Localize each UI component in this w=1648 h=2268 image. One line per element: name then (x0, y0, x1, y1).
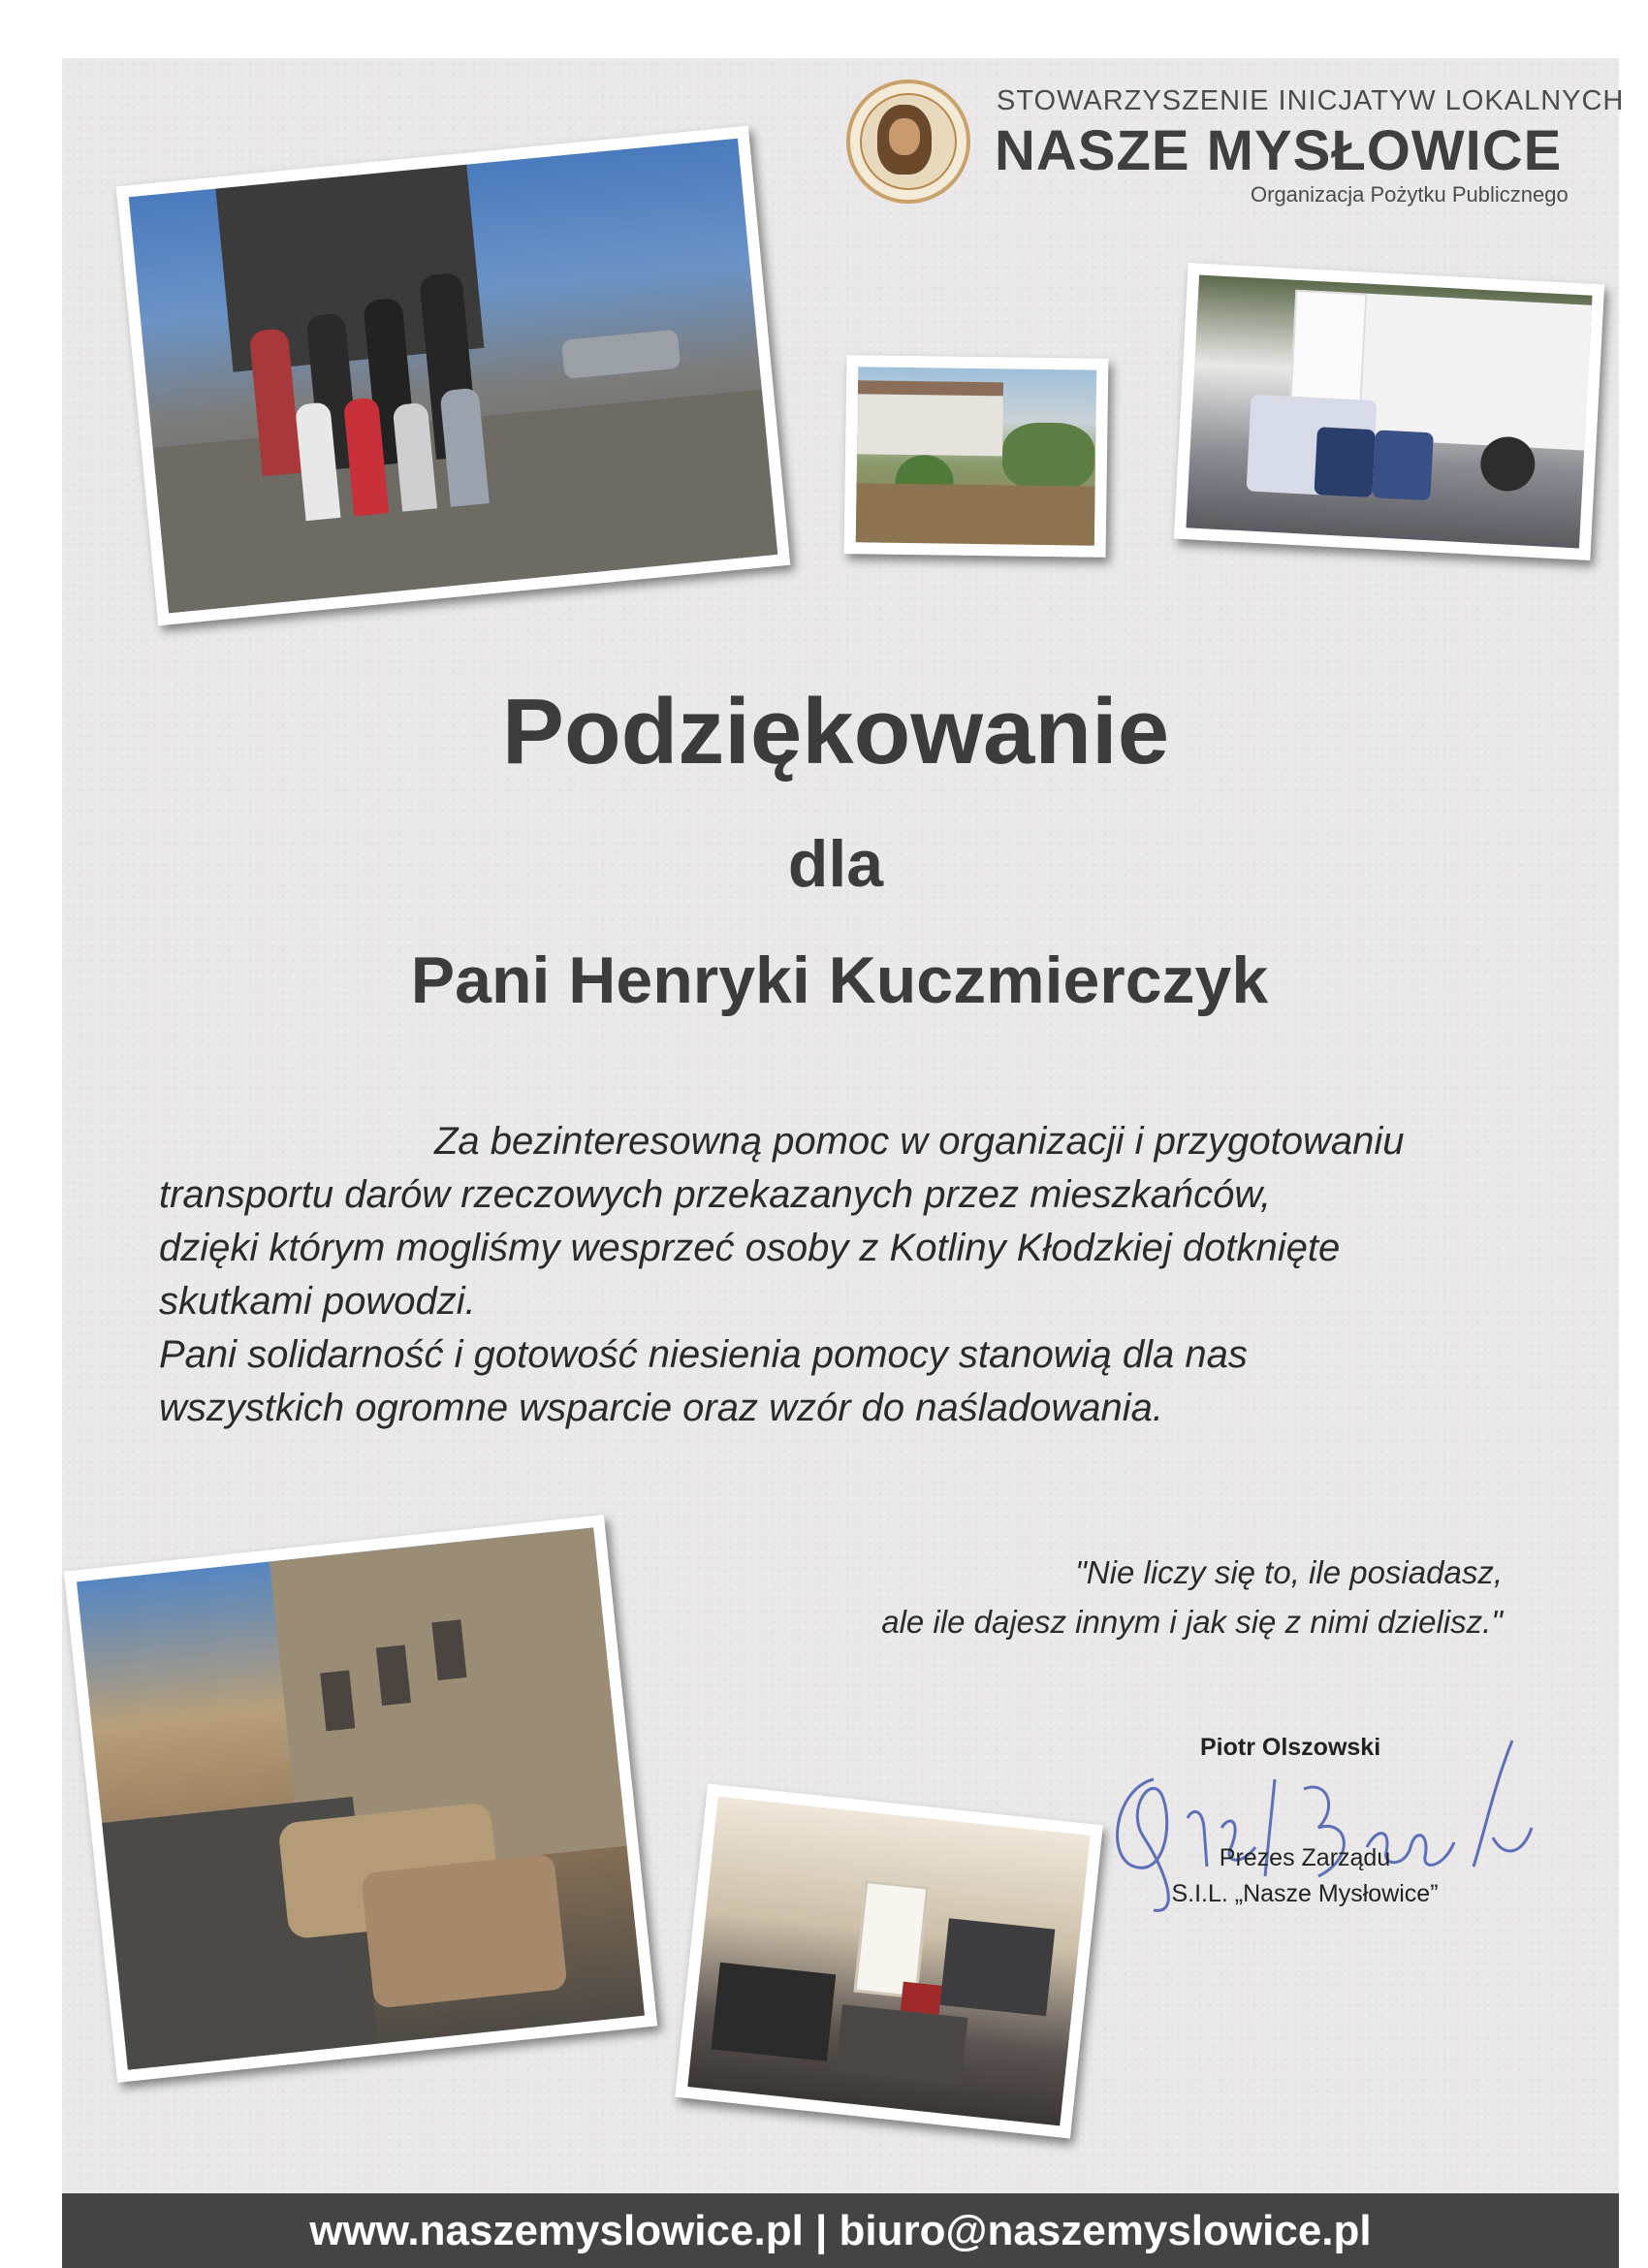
recipient-name: Pani Henryki Kuczmierczyk (410, 943, 1269, 1017)
quote-line: ale ile dajesz innym i jak się z nimi dzielisz." (881, 1604, 1503, 1640)
message-line: transportu darów rzeczowych przekazanych przez mieszkańców, (159, 1173, 1272, 1216)
message-line: wszystkich ogromne wsparcie oraz wzór do naśladowania. (159, 1387, 1164, 1429)
signatory-title: Prezes Zarządu (1219, 1844, 1391, 1871)
message-line: Pani solidarność i gotowość niesienia pomocy stanowią dla nas (159, 1333, 1248, 1376)
certificate-for-label: dla (787, 827, 884, 901)
organization-name: NASZE MYSŁOWICE (995, 119, 1563, 182)
thank-you-message (159, 1115, 1555, 1435)
donations-truck-photo (1174, 263, 1604, 560)
volunteers-group-photo (116, 126, 791, 626)
message-line: Za bezinteresowną pomoc w organizacji i przygotowaniu (434, 1120, 1405, 1163)
saint-portrait-icon (877, 105, 932, 175)
organization-type: STOWARZYSZENIE INICJATYW LOKALNYCH (997, 85, 1625, 116)
contact-footer: www.naszemyslowice.pl | biuro@naszemyslowice.pl (62, 2193, 1619, 2268)
organization-status: Organizacja Pożytku Publicznego (1251, 182, 1569, 207)
flood-damaged-room-photo (675, 1783, 1103, 2138)
signatory-name: Piotr Olszowski (1200, 1734, 1381, 1761)
message-line: skutkami powodzi. (159, 1280, 476, 1323)
flooded-town-photo (844, 355, 1109, 558)
certificate-title: Podziękowanie (501, 680, 1170, 783)
flood-damaged-street-photo (64, 1515, 657, 2083)
signatory-role (1150, 1840, 1460, 1912)
signatory-organization: S.I.L. „Nasze Mysłowice” (1171, 1880, 1439, 1907)
organization-seal-logo (846, 80, 970, 204)
quote-line: "Nie liczy się to, ile posiadasz, (1075, 1554, 1503, 1590)
message-line: dzięki którym mogliśmy wesprzeć osoby z Kotliny Kłodzkiej dotknięte (159, 1227, 1341, 1269)
quote (679, 1548, 1503, 1646)
